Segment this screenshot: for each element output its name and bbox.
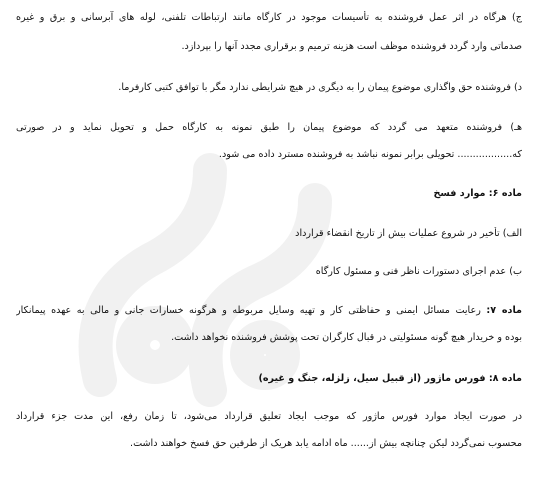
- article-8-line-1: در صورت ایجاد موارد فورس ماژور که موجب ایجاد تعلیق قرارداد می‌شود، تا زمان رفع، این مدت جزء قرارداد: [16, 411, 522, 422]
- article-8-line-2: محسوب نمی‌گردد لیکن چنانچه بیش از...... ماه ادامه یابد هریک از طرفین حق فسخ خواهند داشت.: [130, 438, 522, 449]
- article-6-heading: ماده ۶: موارد فسخ: [433, 188, 522, 199]
- article-8-heading: ماده ۸: فورس ماژور (از قبیل سیل، زلزله، جنگ و غیره): [258, 373, 522, 384]
- article-7-text: رعایت مسائل ایمنی و حفاظتی کار و تهیه وسایل مربوطه و هرگونه خسارات جانی و مالی به عهده پیمانکار: [16, 305, 487, 316]
- article-7-label: ماده ۷:: [486, 305, 522, 316]
- article-7-line-1: [16, 304, 522, 318]
- clause-h-line-2: که.................. تحویلی برابر نمونه نباشد به فروشنده مسترد داده می شود.: [218, 149, 522, 160]
- clause-j-line-2: صدماتی وارد گردد فروشنده موظف است هزینه ترمیم و برقراری مجدد آنها را بپردازد.: [181, 41, 522, 52]
- article-6-item-a: الف) تأخیر در شروع عملیات بیش از تاریخ انقضاء قرارداد: [295, 228, 522, 239]
- clause-j-line-1: ج) هرگاه در اثر عمل فروشنده به تأسیسات موجود در کارگاه مانند ارتباطات تلفنی، لوله های آبرسانی و برق و غیره: [16, 12, 522, 23]
- clause-d: د) فروشنده حق واگذاری موضوع پیمان را به دیگری در هیچ شرایطی ندارد مگر با توافق کتبی کارفرما.: [118, 82, 522, 93]
- article-7-line-2: بوده و خریدار هیچ گونه مسئولیتی در قبال کارگران تحت پوشش فروشنده نخواهد داشت.: [171, 332, 522, 343]
- article-6-item-b: ب) عدم اجرای دستورات ناظر فنی و مسئول کارگاه: [315, 266, 522, 277]
- clause-h-line-1: هـ) فروشنده متعهد می گردد که موضوع پیمان را طبق نمونه به کارگاه حمل و تحویل نماید و در صورتی: [16, 122, 522, 133]
